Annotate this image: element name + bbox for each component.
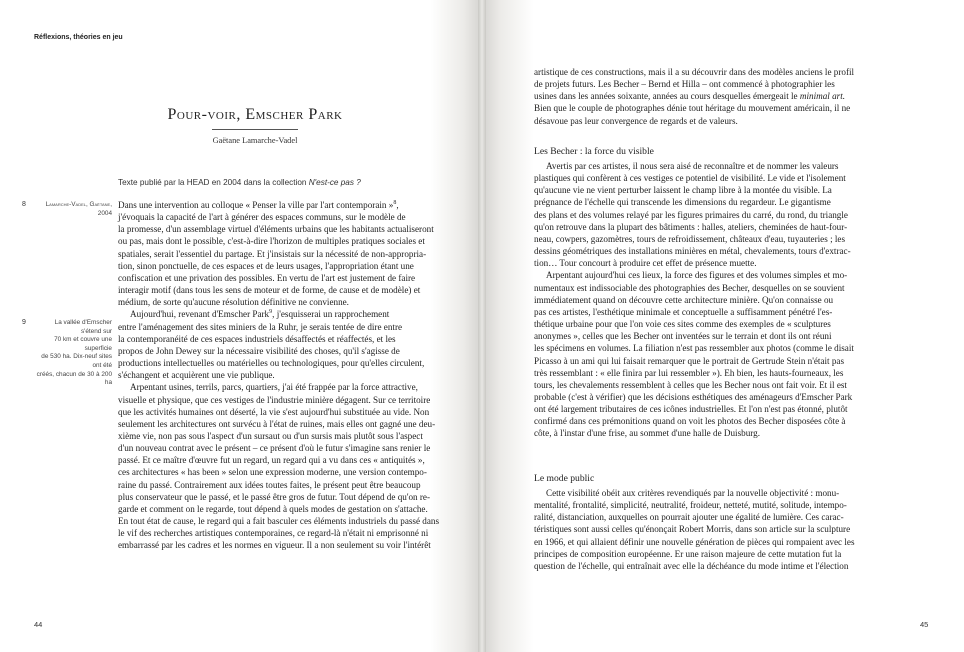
note-number-8: 8 [22, 201, 26, 208]
intro-prefix: Texte publié par la HEAD en 2004 dans la collection [118, 178, 309, 187]
text-line: plastiques qui confèrent à ces vestiges ce potentiel de visibilité. Le vide et l'isolement [534, 173, 846, 184]
text-line: Picasso à un ami qui lui faisait remarquer que le portrait de Gertrude Stein n'était pas [534, 355, 845, 366]
text-line: neau, cowpers, gazomètres, tours de refroidissement, châteaux d'eau, tuyauteries ; les [534, 233, 846, 244]
text-line: qu'on retrouve dans la plupart des bâtiments : halles, ateliers, cheminées de haut-four- [534, 221, 848, 232]
text-line: prégnance de l'échelle qui transcende les dimensions du regardeur. Le gigantisme [534, 197, 831, 208]
text-line: les spécimens en volumes. La filiation n'est pas ressembler aux photos (comme le disait [534, 343, 854, 354]
text-line: ralité, distanciation, auxquelles on pourrait ajouter une égalité de lumière. Ces carac- [534, 512, 844, 523]
text-line: thétique urbaine pour que l'on voie ces sites comme des exemples de « sculptures [534, 319, 831, 330]
text-line: tion… Tour concourt à produire cet effet de présence muette. [534, 258, 757, 269]
text-line: passé. Et ce maître d'œuvre fut un regard, un regard qui a vu dans ces « antiquités », [118, 455, 425, 466]
footnote-ref-9: 9 [269, 309, 273, 316]
text-line: numentaux est indissociable des photographies des Becher, desquelles on se souvient [534, 282, 845, 293]
running-head: Réflexions, théories en jeu [34, 34, 123, 41]
text-line: tours, les chevalements ressemblent à celles que les Becher nous ont fait voir. Et il est [534, 379, 847, 390]
text-line: j'évoquais la capacité de l'art à générer des espaces communs, sur le modèle de [118, 212, 406, 223]
minimal-art-term: minimal art. [799, 91, 846, 102]
text-line: téristiques sont aussi celles qu'énonçait Robert Morris, dans son article sur la sculpture [534, 524, 851, 535]
text-line: interagir motif (dans tous les sens de moteur et de forme, de cause et de modèle) et [118, 285, 421, 296]
note-9-line: La vallée d'Emscher s'étend sur [54, 319, 112, 335]
text-line: ou pas, mais dont le possible, c'est-à-dire l'horizon de multiples pratiques sociales et [118, 236, 425, 247]
text-line: confirmé dans ces prémonitions quand on voit les photos des Becher disposées côte à [534, 416, 846, 427]
text-line: s'échangent et acquièrent une vie publique. [118, 370, 275, 381]
text-line: probable (c'est à vérifier) que les décisions esthétiques des aménageurs d'Emscher Park [534, 391, 853, 402]
text-line: pas ces artistes, l'esthétique minimale et conceptuelle a suffisamment pénétré l'es- [534, 306, 833, 317]
note-9-line: de 530 ha. Dix-neuf sites ont été [41, 353, 112, 369]
text-line: des plans et des volumes relayé par les figures primaires du carré, du rond, du triangle [534, 209, 848, 220]
text-line: Aujourd'hui, revenant d'Emscher Park$^9$, j'esquisserai un rapprochement [130, 309, 390, 320]
text-line: le vif des recherches artistiques contemporaines, ce regard-là n'était ni emprisonné ni [118, 528, 429, 539]
text-line: principes de composition européenne. Er une raison majeure de cette mutation fut la [534, 548, 842, 559]
section-heading-mode-public: Le mode public [534, 473, 595, 484]
text-line: tion, sinon ponctuelle, de ces espaces et de leurs usages, l'appropriation étant une [118, 260, 414, 271]
folio-right: 45 [920, 620, 929, 629]
text-line: artistique de ces constructions, mais il a su découvrir dans des modèles anciens le profil [534, 67, 855, 77]
chapter-title: Pour-voir, Emscher Park [167, 106, 343, 123]
text-line: ont été largement tributaires de ces icônes industrielles. Et l'on n'est pas étonné, plutôt [534, 404, 848, 415]
text-line: mentalité, frontalité, simplicité, neutralité, froideur, netteté, mutité, solitude, intempo- [534, 500, 847, 511]
margin-note-8 [22, 201, 112, 218]
text-line: propos de John Dewey sur la nécessaire visibilité des choses, qu'il s'agisse de [118, 345, 400, 356]
text-line: de projets futurs. Les Becher – Bernd et Hilla – ont commencé à photographier les [534, 79, 835, 90]
text-line: productions intellectuelles ou matérielles ou technologiques, pour qu'elles circulent, [118, 358, 425, 369]
text-line: usines dans les années soixante, années au cours desquelles émergeait le minimal art. [534, 91, 846, 102]
text-line: question de l'échelle, qui entraînait avec elle la déchéance du mode intime et l'élection [534, 560, 849, 571]
text-line: xième vie, non pas sous l'aspect d'un sursaut ou d'un sursis mais plutôt sous l'aspect [118, 430, 423, 441]
note-number-9: 9 [22, 319, 26, 326]
note-8-name: Lamarche-Vadel, Gaëtane, [45, 201, 112, 208]
text-line: confiscation et une privation des possibles. En vertu de l'art est justement de faire [118, 272, 416, 283]
note-9-line: 70 km et couvre une superficie [54, 336, 112, 352]
text-line: immédiatement quand on découvre cette architecture minière. Qu'on connaisse ou [534, 294, 834, 305]
text-line: En tout état de cause, le regard qui a fait basculer ces éléments industriels du passé dans [118, 516, 440, 527]
text-line: Dans une intervention au colloque « Penser la ville par l'art contemporain »$^8$, [118, 199, 399, 210]
text-line: embarrassé par les cadres et les normes en vigueur. Il a non seulement su voir l'intérêt [118, 540, 431, 551]
text-line: entre l'aménagement des sites miniers de la Ruhr, je serais tentée de dire entre [118, 321, 403, 332]
text-line: raine du passé. Contrairement aux idées toutes faites, le présent peut être beaucoup [118, 479, 421, 490]
right-page [486, 0, 964, 652]
text-line: visuelle et physique, que ces vestiges de l'industrie minière dégagent. Sur ce territoire [118, 394, 431, 405]
left-body-text [118, 199, 474, 552]
text-line: d'un nouveau contrat avec le présent – ce présent d'où le futur s'imagine sans renier le [118, 443, 431, 454]
author: Gaëtane Lamarche-Vadel [212, 136, 298, 145]
text-line: ces architectures « has been » selon une expression moderne, une version contempo- [118, 467, 427, 478]
footnote-ref-8: 8 [393, 199, 397, 206]
text-line: Bien que le couple de photographes dénie tout héritage du mouvement américain, il ne [534, 103, 851, 114]
text-line: anonymes », celles que les Becher ont inventées sur le terrain et dont ils ont réuni [534, 331, 832, 342]
text-line: très ressemblant : « elle finira par lui ressembler »). Eh bien, les hauts-fourneaux, les [534, 367, 844, 378]
intro-series: N'est-ce pas ? [308, 178, 361, 187]
text-line: Avertis par ces artistes, il nous sera aisé de reconnaître et de nommer les valeurs [546, 161, 839, 171]
text-line: médium, de sorte qu'aucune résolution définitive ne convienne. [118, 297, 349, 308]
text-line: plus conservateur que le passé, et le passé être gros de futur. Tout dépend de qu'on re- [118, 491, 430, 502]
text-line: la promesse, d'un assemblage virtuel d'éléments urbains que les habitants actualiseront [118, 224, 434, 235]
text-line: Arpentant usines, terrils, parcs, quartiers, j'ai été frappée par la force attractive, [130, 382, 418, 393]
text-line: spatiales, serait l'essentiel du partage. Et j'insistais sur la nécessité de non-appropria- [118, 248, 427, 259]
note-9-line: créés, chacun de 30 à 200 ha [36, 370, 112, 387]
text-line: seulement les architectures ont survécu à l'état de ruines, mais elles ont gagné une deu- [118, 418, 436, 429]
text-line: dessins géométriques des installations minières en métal, chevalements, tours d'extrac- [534, 246, 851, 257]
text-line: qu'aucune vie ne vient perturber laissent le champ libre à la montée du visible. La [534, 185, 832, 196]
text-line: Cette visibilité obéit aux critères revendiqués par la nouvelle objectivité : monu- [546, 488, 840, 498]
note-8-year: 2004 [97, 209, 112, 217]
text-line: garde et comment on le regarde, tout dépend à quels modes de gestation on s'attache. [118, 503, 428, 514]
text-line: Arpentant aujourd'hui ces lieux, la force des figures et des volumes simples et mo- [546, 270, 848, 281]
text-line: la contemporanéité de ces espaces industriels désaffectés et réaffectés, et les [118, 333, 396, 344]
text-line: côte, à l'instar d'une frise, au sommet d'une halle de Duisburg. [534, 428, 760, 439]
section-heading-becher: Les Becher : la force du visible [534, 146, 654, 157]
right-body-text-becher [534, 160, 904, 440]
right-body-text-mode-public [534, 487, 904, 572]
intro-line [118, 178, 361, 187]
title-rule [212, 129, 298, 130]
right-body-text-top [534, 66, 904, 127]
left-page [0, 0, 478, 652]
gutter-fold [478, 0, 486, 652]
text-line: désavoue pas leur convergence de regards et de valeurs. [534, 115, 738, 126]
margin-note-9 [22, 319, 112, 388]
text-line: en 1966, et qui allaient définir une nouvelle génération de pièces qui rompaient avec les [534, 536, 855, 547]
folio-left: 44 [34, 620, 43, 629]
text-line: que les activités humaines ont déserté, la vie s'est aujourd'hui substituée au vide. Non [118, 406, 430, 417]
